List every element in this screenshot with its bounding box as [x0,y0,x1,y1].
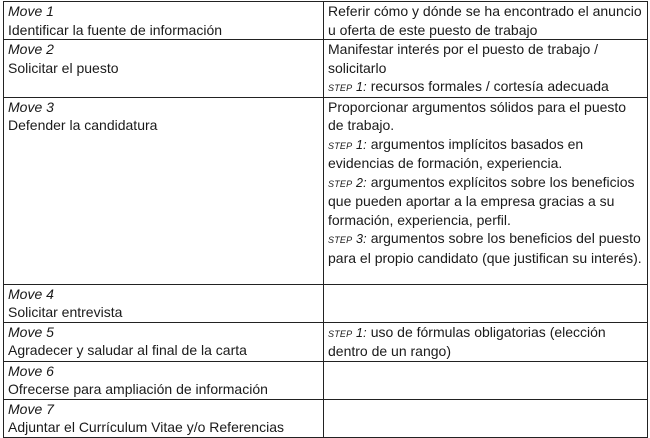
moves-table [3,1,648,438]
table-row [4,399,648,437]
table-row [4,284,648,322]
step-text: recursos formales / cortesía adecuada [366,78,609,94]
step-label: step 2: [328,175,367,190]
step-line [328,135,643,173]
move-label: Move 6 [8,362,54,379]
step-text: argumentos explícitos sobre los beneficios que pueden aportar a la empresa gracias a su formación, experiencia, perfil. [328,173,635,228]
step-label: step 1: [328,325,367,340]
detail-cell [324,40,648,98]
step-text: argumentos implícitos basados en evidencias de formación, experiencia. [328,135,584,171]
table-row [4,322,648,361]
move-cell [4,399,324,437]
move-cell [4,40,324,98]
step-line [328,77,643,97]
move-cell [4,97,324,284]
table-row [4,361,648,399]
step-label: step 1: [328,80,367,94]
moves-table-body [4,2,648,438]
step-text: argumentos sobre los beneficios del puesto para el propio candidato (que justifican su interés). [328,230,642,266]
detail-cell [324,322,648,361]
move-description: Solicitar entrevista [8,304,123,320]
step-line [328,229,643,267]
detail-text: Referir cómo y dónde se ha encontrado el anuncio u oferta de este puesto de trabajo [328,3,642,38]
detail-text: Manifestar interés por el puesto de trabajo / solicitarlo [328,41,599,76]
move-label: Move 5 [8,323,54,340]
move-label: Move 3 [8,98,54,115]
step-text: uso de fórmulas obligatorias (elección dentro de un rango) [328,323,606,359]
detail-cell [324,284,648,322]
detail-text: Proporcionar argumentos sólidos para el puesto de trabajo. [328,98,627,133]
move-description: Solicitar el puesto [8,59,119,76]
move-label: Move 4 [8,285,54,302]
move-label: Move 7 [8,400,54,417]
step-label: step 1: [328,137,367,152]
step-label: step 3: [328,232,367,246]
detail-cell [324,2,648,40]
move-description: Adjuntar el Currículum Vitae y/o Referencias [8,419,284,435]
detail-cell [324,97,648,284]
move-cell [4,361,324,399]
move-label: Move 2 [8,41,54,57]
move-description: Defender la candidatura [8,117,158,133]
step-line [328,323,643,361]
detail-cell [324,361,648,399]
table-row [4,40,648,98]
move-description: Agradecer y saludar al final de la carta [8,342,247,358]
move-description: Identificar la fuente de información [8,21,223,38]
move-label: Move 1 [8,3,54,19]
table-row [4,97,648,284]
detail-cell [324,399,648,437]
move-cell [4,2,324,40]
move-description: Ofrecerse para ampliación de información [8,381,268,397]
step-line [328,173,643,230]
move-cell [4,284,324,322]
table-row [4,2,648,40]
move-cell [4,322,324,361]
